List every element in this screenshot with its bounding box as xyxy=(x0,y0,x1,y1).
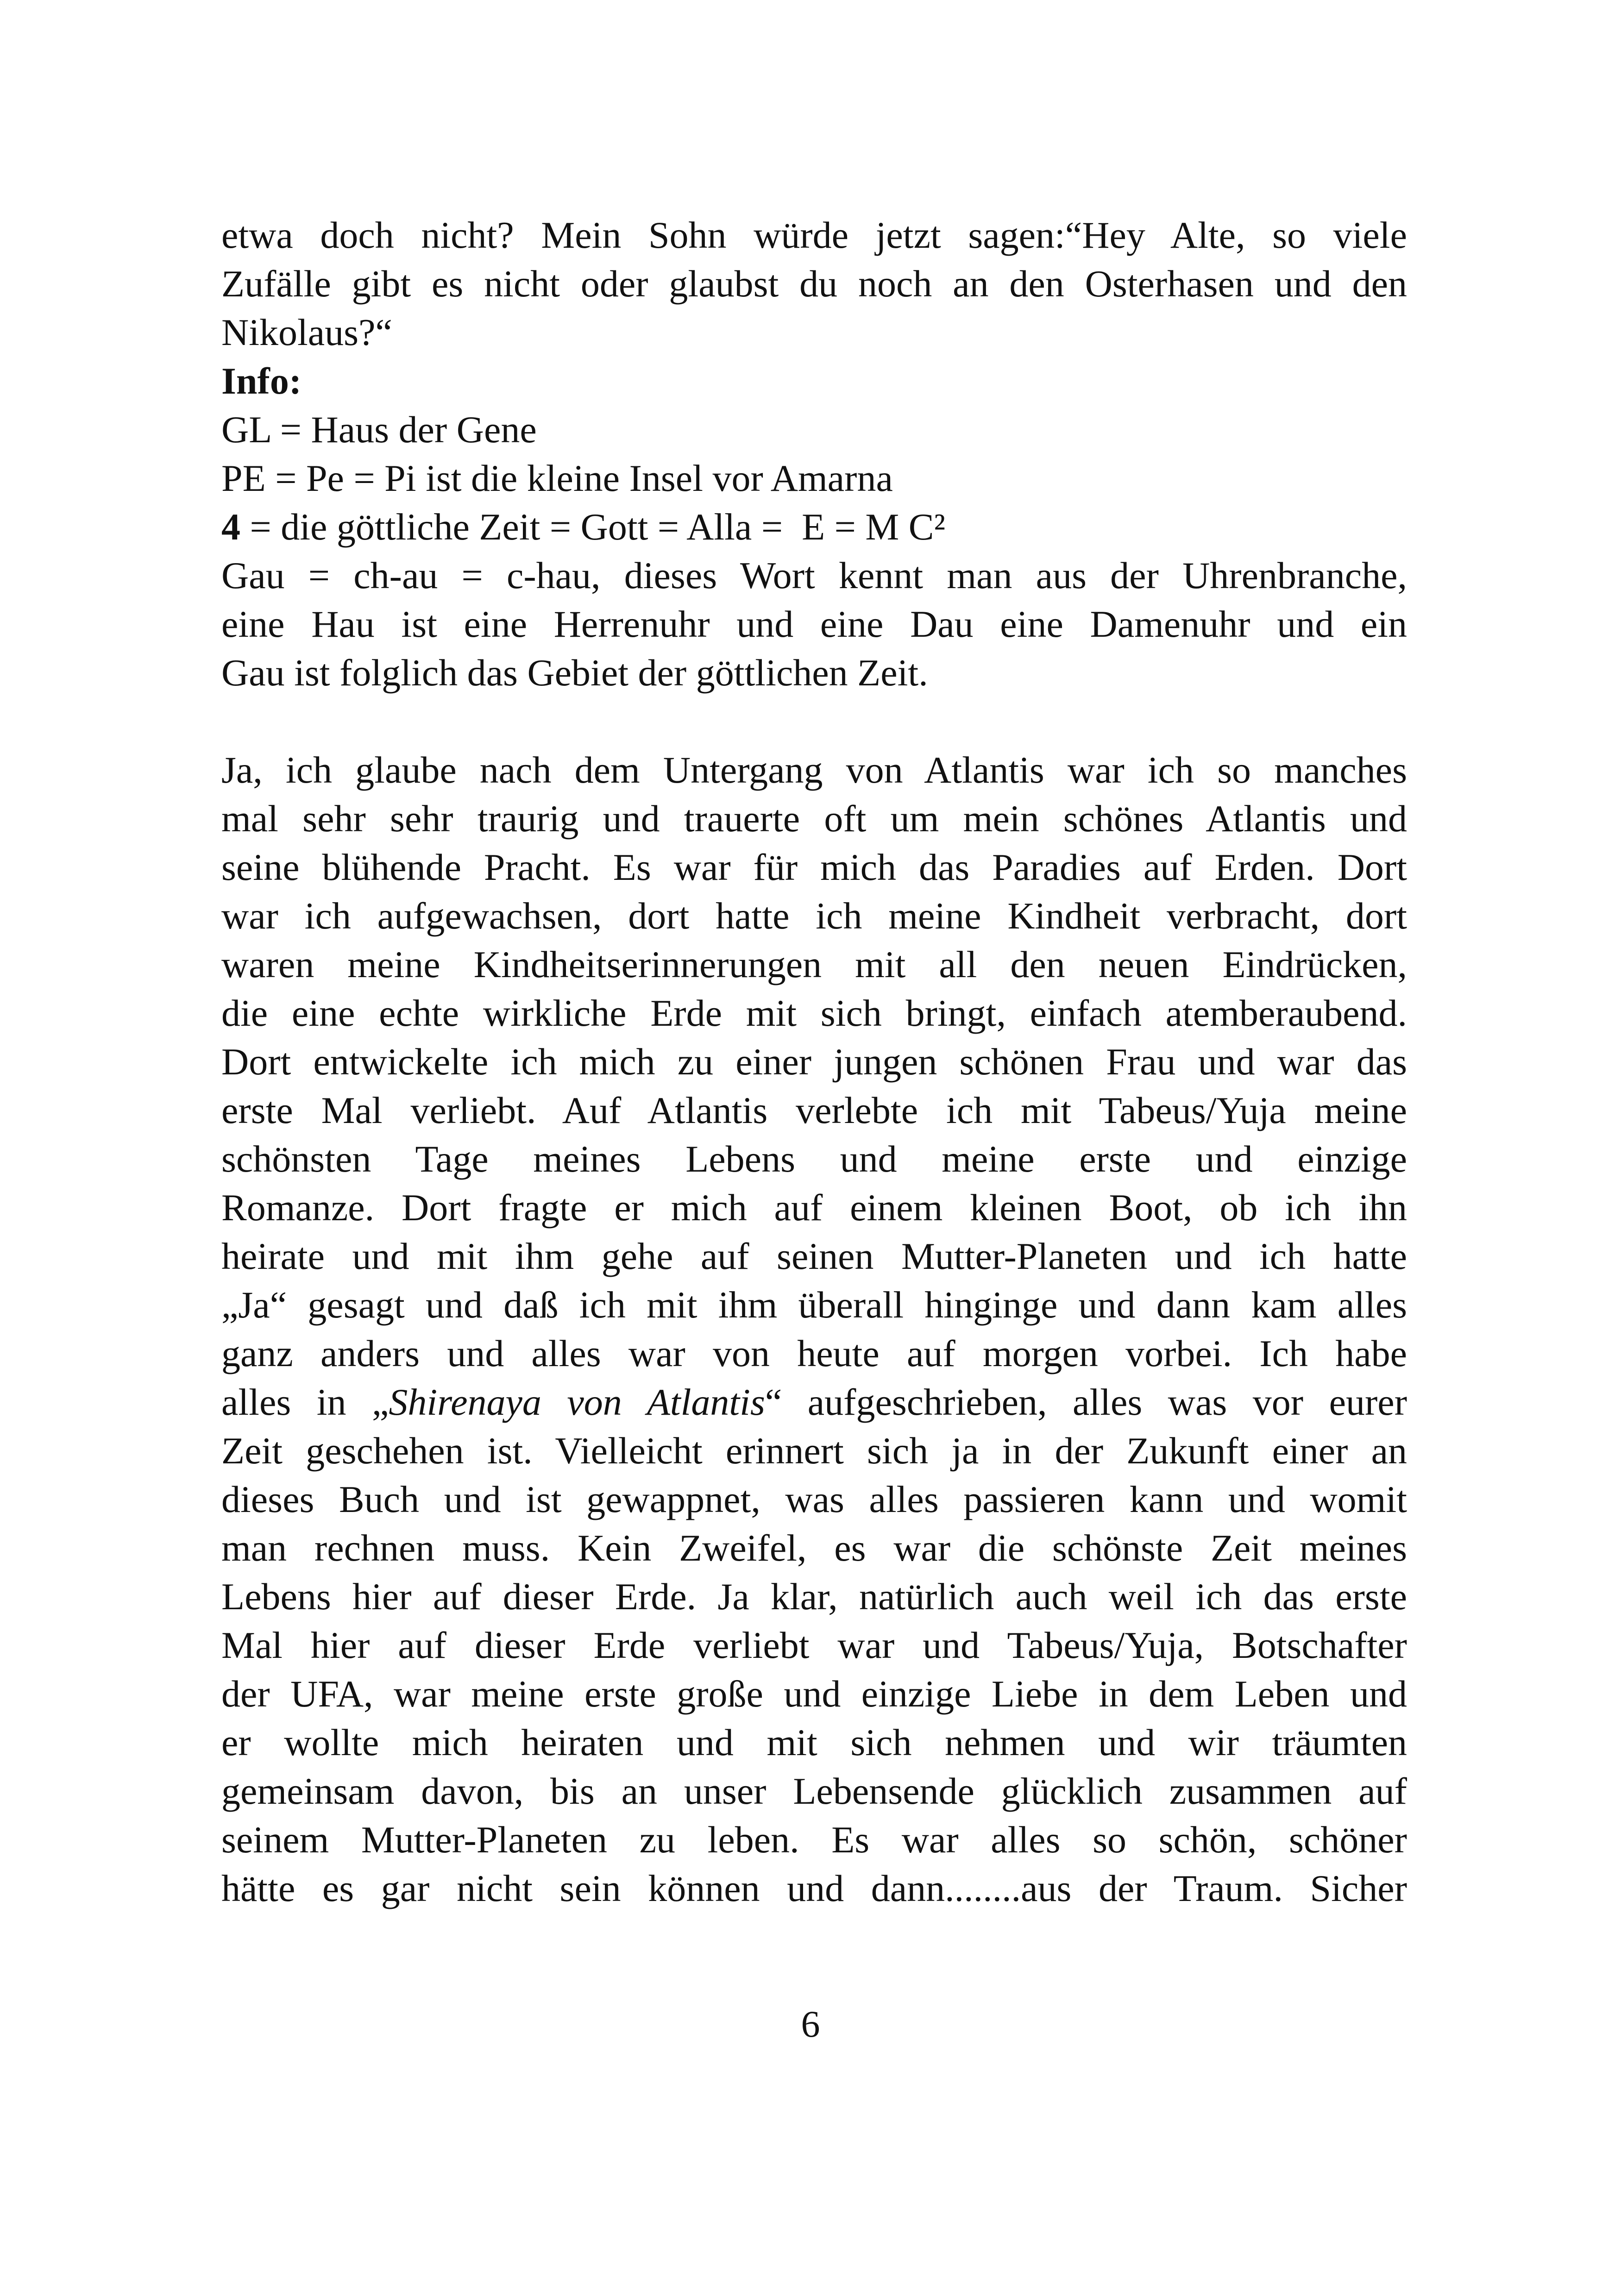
text-line: hätte es gar nicht sein können und dann........aus der Traum. Sicher xyxy=(221,1867,1407,1909)
info-four-text: = die göttliche Zeit = Gott = Alla = E = M C² xyxy=(240,506,946,548)
book-title: Shirenaya von Atlantis xyxy=(389,1381,765,1423)
text-line: seine blühende Pracht. Es war für mich das Paradies auf Erden. Dort xyxy=(221,846,1407,888)
info-gl: GL = Haus der Gene xyxy=(221,408,537,451)
info-gau-line: eine Hau ist eine Herrenuhr und eine Dau eine Damenuhr und ein xyxy=(221,603,1407,645)
info-pe: PE = Pe = Pi ist die kleine Insel vor Amarna xyxy=(221,457,893,499)
text-line: war ich aufgewachsen, dort hatte ich meine Kindheit verbracht, dort xyxy=(221,895,1407,937)
text-line: ganz anders und alles war von heute auf morgen vorbei. Ich habe xyxy=(221,1332,1407,1374)
text-line: Romanze. Dort fragte er mich auf einem kleinen Boot, ob ich ihn xyxy=(221,1186,1407,1229)
info-gau-line: Gau = ch-au = c-hau, dieses Wort kennt man aus der Uhrenbranche, xyxy=(221,554,1407,596)
text-line: waren meine Kindheitserinnerungen mit all den neuen Eindrücken, xyxy=(221,943,1407,985)
text-line: erste Mal verliebt. Auf Atlantis verlebte ich mit Tabeus/Yuja meine xyxy=(221,1089,1407,1131)
text-line: der UFA, war meine erste große und einzige Liebe in dem Leben und xyxy=(221,1673,1407,1715)
text-line: Nikolaus?“ xyxy=(221,311,392,353)
text-line: schönsten Tage meines Lebens und meine erste und einzige xyxy=(221,1138,1407,1180)
text-before-title: alles in „ xyxy=(221,1381,389,1423)
info-four xyxy=(221,502,1407,551)
text-line: „Ja“ gesagt und daß ich mit ihm überall hinginge und dann kam alles xyxy=(221,1284,1407,1326)
text-line: die eine echte wirkliche Erde mit sich bringt, einfach atemberaubend. xyxy=(221,992,1407,1034)
text-line: dieses Buch und ist gewappnet, was alles passieren kann und womit xyxy=(221,1478,1407,1520)
text-line: man rechnen muss. Kein Zweifel, es war die schönste Zeit meines xyxy=(221,1527,1407,1569)
info-gau-line: Gau ist folglich das Gebiet der göttlichen Zeit. xyxy=(221,652,928,694)
page-text xyxy=(221,211,1407,1913)
text-line: gemeinsam davon, bis an unser Lebensende glücklich zusammen auf xyxy=(221,1770,1407,1812)
paragraph-gap xyxy=(221,697,1407,746)
text-line: Lebens hier auf dieser Erde. Ja klar, natürlich auch weil ich das erste xyxy=(221,1575,1407,1618)
text-line: heirate und mit ihm gehe auf seinen Mutter-Planeten und ich hatte xyxy=(221,1235,1407,1277)
text-line: Zufälle gibt es nicht oder glaubst du noch an den Osterhasen und den xyxy=(221,263,1407,305)
text-line: mal sehr sehr traurig und trauerte oft um mein schönes Atlantis und xyxy=(221,797,1407,840)
text-line: Ja, ich glaube nach dem Untergang von Atlantis war ich so manches xyxy=(221,749,1407,791)
text-line: Dort entwickelte ich mich zu einer jungen schönen Frau und war das xyxy=(221,1041,1407,1083)
text-line-with-title xyxy=(221,1378,1407,1426)
text-line: er wollte mich heiraten und mit sich nehmen und wir träumten xyxy=(221,1721,1407,1763)
text-line: seinem Mutter-Planeten zu leben. Es war alles so schön, schöner xyxy=(221,1819,1407,1861)
text-line: Mal hier auf dieser Erde verliebt war und Tabeus/Yuja, Botschafter xyxy=(221,1624,1407,1666)
text-line: Zeit geschehen ist. Vielleicht erinnert sich ja in der Zukunft einer an xyxy=(221,1430,1407,1472)
text-line: etwa doch nicht? Mein Sohn würde jetzt sagen:“Hey Alte, so viele xyxy=(221,214,1407,256)
info-heading: Info: xyxy=(221,360,302,402)
page-number: 6 xyxy=(801,2003,820,2045)
info-four-number: 4 xyxy=(221,506,240,548)
text-after-title: “ aufgeschrieben, alles was vor eurer xyxy=(765,1381,1407,1423)
